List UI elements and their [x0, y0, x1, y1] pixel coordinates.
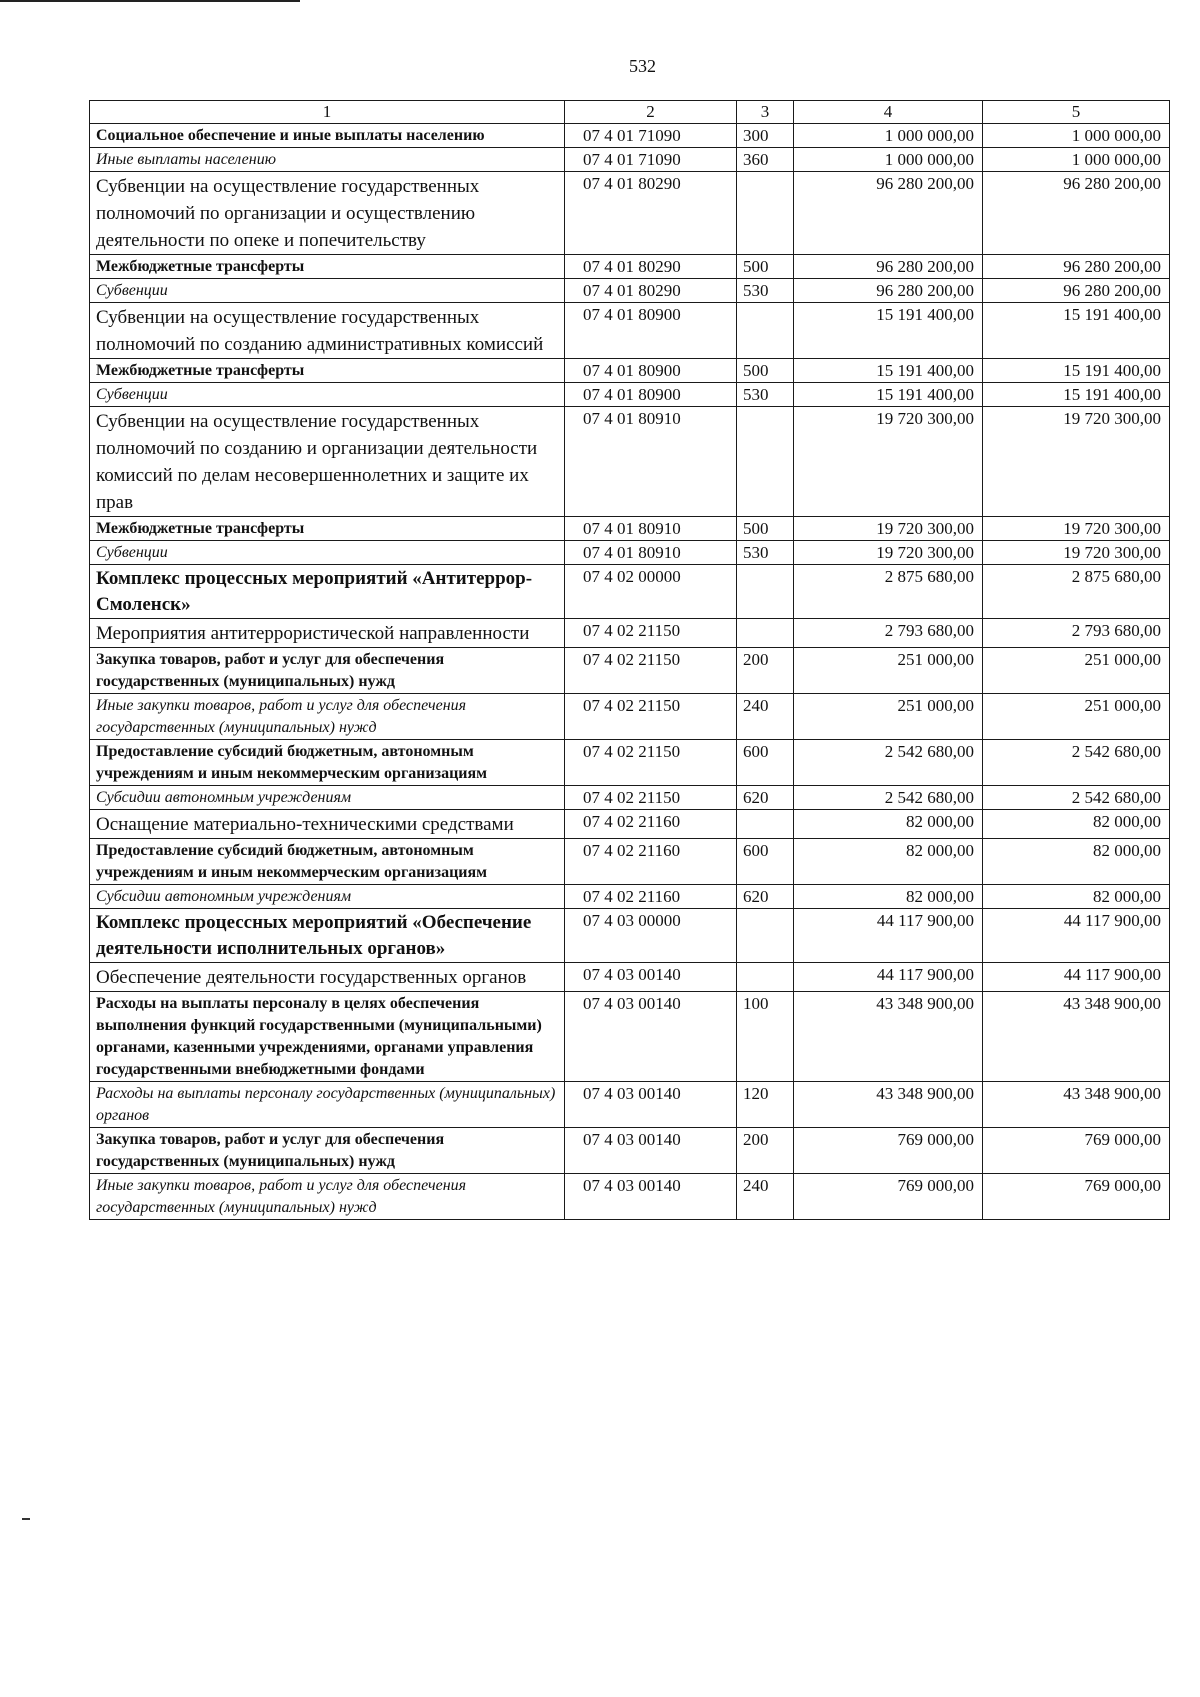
row-code-cell: 07 4 02 21150 [565, 648, 737, 694]
row-sum-fact-cell: 96 280 200,00 [983, 255, 1170, 279]
table-row [90, 1174, 1170, 1220]
scan-artifact [22, 1518, 30, 1520]
row-sum-fact-cell: 19 720 300,00 [983, 517, 1170, 541]
row-sum-plan-cell: 44 117 900,00 [794, 909, 983, 963]
row-sum-plan-cell: 15 191 400,00 [794, 359, 983, 383]
row-name-cell: Предоставление субсидий бюджетным, автономным учреждениям и иным некоммерческим организациям [90, 839, 565, 885]
header-col-5: 5 [983, 101, 1170, 124]
row-sum-plan-cell: 2 542 680,00 [794, 786, 983, 810]
row-code-cell: 07 4 01 80900 [565, 359, 737, 383]
table-row [90, 148, 1170, 172]
row-code-cell: 07 4 01 71090 [565, 148, 737, 172]
row-sum-fact-cell: 1 000 000,00 [983, 148, 1170, 172]
row-kind-cell [737, 407, 794, 517]
table-row [90, 694, 1170, 740]
row-name-cell: Закупка товаров, работ и услуг для обеспечения государственных (муниципальных) нужд [90, 1128, 565, 1174]
row-code-cell: 07 4 01 80290 [565, 172, 737, 255]
table-row [90, 279, 1170, 303]
row-sum-fact-cell: 19 720 300,00 [983, 407, 1170, 517]
row-code-cell: 07 4 02 00000 [565, 565, 737, 619]
row-sum-fact-cell: 2 875 680,00 [983, 565, 1170, 619]
row-name-cell: Субвенции на осуществление государственных полномочий по организации и осуществлению деятельности по опеке и попечительству [90, 172, 565, 255]
table-row [90, 565, 1170, 619]
row-name-cell: Субсидии автономным учреждениям [90, 885, 565, 909]
row-kind-cell: 360 [737, 148, 794, 172]
row-name-cell: Расходы на выплаты персоналу государственных (муниципальных) органов [90, 1082, 565, 1128]
row-name-cell: Межбюджетные трансферты [90, 517, 565, 541]
row-sum-fact-cell: 1 000 000,00 [983, 124, 1170, 148]
table-row [90, 810, 1170, 839]
row-kind-cell [737, 810, 794, 839]
page-number: 532 [629, 56, 656, 76]
row-kind-cell [737, 909, 794, 963]
row-code-cell: 07 4 03 00140 [565, 992, 737, 1082]
row-sum-fact-cell: 15 191 400,00 [983, 383, 1170, 407]
row-sum-plan-cell: 1 000 000,00 [794, 148, 983, 172]
row-kind-cell: 200 [737, 1128, 794, 1174]
row-code-cell: 07 4 03 00140 [565, 1174, 737, 1220]
row-sum-fact-cell: 2 542 680,00 [983, 786, 1170, 810]
row-kind-cell [737, 963, 794, 992]
table-row [90, 1082, 1170, 1128]
row-code-cell: 07 4 03 00000 [565, 909, 737, 963]
row-sum-plan-cell: 19 720 300,00 [794, 541, 983, 565]
row-sum-fact-cell: 82 000,00 [983, 810, 1170, 839]
row-kind-cell [737, 303, 794, 359]
row-code-cell: 07 4 01 80910 [565, 517, 737, 541]
row-code-cell: 07 4 01 80910 [565, 541, 737, 565]
row-sum-plan-cell: 15 191 400,00 [794, 383, 983, 407]
row-code-cell: 07 4 03 00140 [565, 1128, 737, 1174]
row-name-cell: Субсидии автономным учреждениям [90, 786, 565, 810]
table-row [90, 124, 1170, 148]
row-kind-cell: 300 [737, 124, 794, 148]
scan-edge-line [0, 0, 300, 2]
budget-table [89, 100, 1170, 1220]
row-code-cell: 07 4 01 71090 [565, 124, 737, 148]
row-name-cell: Субвенции [90, 279, 565, 303]
row-name-cell: Предоставление субсидий бюджетным, автономным учреждениям и иным некоммерческим организациям [90, 740, 565, 786]
header-col-1: 1 [90, 101, 565, 124]
table-row [90, 839, 1170, 885]
row-sum-fact-cell: 43 348 900,00 [983, 992, 1170, 1082]
row-kind-cell: 500 [737, 255, 794, 279]
row-name-cell: Межбюджетные трансферты [90, 359, 565, 383]
row-sum-plan-cell: 251 000,00 [794, 648, 983, 694]
row-sum-fact-cell: 769 000,00 [983, 1128, 1170, 1174]
row-code-cell: 07 4 02 21160 [565, 885, 737, 909]
table-row [90, 619, 1170, 648]
row-sum-plan-cell: 82 000,00 [794, 810, 983, 839]
row-name-cell: Иные выплаты населению [90, 148, 565, 172]
row-kind-cell: 600 [737, 839, 794, 885]
table-row [90, 517, 1170, 541]
row-code-cell: 07 4 01 80290 [565, 279, 737, 303]
row-code-cell: 07 4 02 21150 [565, 694, 737, 740]
row-name-cell: Закупка товаров, работ и услуг для обеспечения государственных (муниципальных) нужд [90, 648, 565, 694]
table-row [90, 885, 1170, 909]
row-kind-cell: 100 [737, 992, 794, 1082]
table-row [90, 407, 1170, 517]
table-row [90, 1128, 1170, 1174]
row-code-cell: 07 4 02 21150 [565, 619, 737, 648]
row-sum-plan-cell: 2 875 680,00 [794, 565, 983, 619]
row-kind-cell [737, 565, 794, 619]
row-kind-cell: 600 [737, 740, 794, 786]
row-name-cell: Субвенции [90, 383, 565, 407]
row-code-cell: 07 4 02 21160 [565, 839, 737, 885]
header-col-3: 3 [737, 101, 794, 124]
row-kind-cell: 500 [737, 517, 794, 541]
table-row [90, 383, 1170, 407]
row-sum-plan-cell: 769 000,00 [794, 1174, 983, 1220]
row-kind-cell: 530 [737, 279, 794, 303]
row-code-cell: 07 4 01 80910 [565, 407, 737, 517]
row-kind-cell [737, 172, 794, 255]
row-name-cell: Субвенции [90, 541, 565, 565]
row-kind-cell: 240 [737, 1174, 794, 1220]
row-sum-fact-cell: 82 000,00 [983, 839, 1170, 885]
row-kind-cell: 500 [737, 359, 794, 383]
row-name-cell: Межбюджетные трансферты [90, 255, 565, 279]
row-kind-cell [737, 619, 794, 648]
row-code-cell: 07 4 02 21160 [565, 810, 737, 839]
header-col-2: 2 [565, 101, 737, 124]
row-sum-plan-cell: 19 720 300,00 [794, 517, 983, 541]
row-kind-cell: 530 [737, 541, 794, 565]
row-sum-fact-cell: 96 280 200,00 [983, 279, 1170, 303]
row-sum-fact-cell: 44 117 900,00 [983, 963, 1170, 992]
table-row [90, 255, 1170, 279]
row-sum-fact-cell: 96 280 200,00 [983, 172, 1170, 255]
row-name-cell: Иные закупки товаров, работ и услуг для обеспечения государственных (муниципальных) нужд [90, 1174, 565, 1220]
row-name-cell: Мероприятия антитеррористической направленности [90, 619, 565, 648]
table-row [90, 909, 1170, 963]
row-kind-cell: 240 [737, 694, 794, 740]
row-sum-plan-cell: 96 280 200,00 [794, 255, 983, 279]
table-row [90, 740, 1170, 786]
row-sum-fact-cell: 19 720 300,00 [983, 541, 1170, 565]
row-sum-fact-cell: 15 191 400,00 [983, 303, 1170, 359]
table-row [90, 172, 1170, 255]
row-name-cell: Комплекс процессных мероприятий «Антитеррор-Смоленск» [90, 565, 565, 619]
row-kind-cell: 200 [737, 648, 794, 694]
row-code-cell: 07 4 01 80900 [565, 303, 737, 359]
row-name-cell: Социальное обеспечение и иные выплаты населению [90, 124, 565, 148]
row-name-cell: Субвенции на осуществление государственных полномочий по созданию административных комиссий [90, 303, 565, 359]
row-name-cell: Обеспечение деятельности государственных органов [90, 963, 565, 992]
table-header [90, 101, 1170, 124]
table-row [90, 648, 1170, 694]
row-name-cell: Субвенции на осуществление государственных полномочий по созданию и организации деятельности комиссий по делам несовершеннолетних и защите их прав [90, 407, 565, 517]
table-row [90, 541, 1170, 565]
row-sum-plan-cell: 96 280 200,00 [794, 172, 983, 255]
row-sum-plan-cell: 96 280 200,00 [794, 279, 983, 303]
row-name-cell: Комплекс процессных мероприятий «Обеспечение деятельности исполнительных органов» [90, 909, 565, 963]
row-code-cell: 07 4 02 21150 [565, 786, 737, 810]
table-row [90, 963, 1170, 992]
row-sum-fact-cell: 44 117 900,00 [983, 909, 1170, 963]
row-code-cell: 07 4 01 80900 [565, 383, 737, 407]
table-row [90, 992, 1170, 1082]
row-sum-plan-cell: 82 000,00 [794, 839, 983, 885]
row-sum-plan-cell: 15 191 400,00 [794, 303, 983, 359]
header-col-4: 4 [794, 101, 983, 124]
row-code-cell: 07 4 02 21150 [565, 740, 737, 786]
row-sum-plan-cell: 251 000,00 [794, 694, 983, 740]
row-sum-plan-cell: 82 000,00 [794, 885, 983, 909]
table-row [90, 359, 1170, 383]
table-body [90, 124, 1170, 1220]
row-sum-plan-cell: 2 793 680,00 [794, 619, 983, 648]
row-kind-cell: 530 [737, 383, 794, 407]
table-row [90, 786, 1170, 810]
row-name-cell: Оснащение материально-техническими средствами [90, 810, 565, 839]
row-sum-fact-cell: 769 000,00 [983, 1174, 1170, 1220]
row-sum-fact-cell: 251 000,00 [983, 648, 1170, 694]
row-sum-plan-cell: 43 348 900,00 [794, 1082, 983, 1128]
row-sum-plan-cell: 1 000 000,00 [794, 124, 983, 148]
row-sum-plan-cell: 43 348 900,00 [794, 992, 983, 1082]
row-kind-cell: 120 [737, 1082, 794, 1128]
row-sum-plan-cell: 2 542 680,00 [794, 740, 983, 786]
row-code-cell: 07 4 03 00140 [565, 963, 737, 992]
row-code-cell: 07 4 01 80290 [565, 255, 737, 279]
row-sum-plan-cell: 19 720 300,00 [794, 407, 983, 517]
row-sum-fact-cell: 2 542 680,00 [983, 740, 1170, 786]
row-sum-fact-cell: 43 348 900,00 [983, 1082, 1170, 1128]
header-row [90, 101, 1170, 124]
table-row [90, 303, 1170, 359]
row-kind-cell: 620 [737, 786, 794, 810]
row-sum-plan-cell: 769 000,00 [794, 1128, 983, 1174]
row-sum-fact-cell: 251 000,00 [983, 694, 1170, 740]
row-sum-fact-cell: 82 000,00 [983, 885, 1170, 909]
row-name-cell: Иные закупки товаров, работ и услуг для обеспечения государственных (муниципальных) нужд [90, 694, 565, 740]
row-name-cell: Расходы на выплаты персоналу в целях обеспечения выполнения функций государственными (муниципальными) органами, казенными учреждениями, органами управления государственными внебюджетными фондами [90, 992, 565, 1082]
row-sum-fact-cell: 15 191 400,00 [983, 359, 1170, 383]
row-sum-plan-cell: 44 117 900,00 [794, 963, 983, 992]
row-kind-cell: 620 [737, 885, 794, 909]
row-sum-fact-cell: 2 793 680,00 [983, 619, 1170, 648]
row-code-cell: 07 4 03 00140 [565, 1082, 737, 1128]
